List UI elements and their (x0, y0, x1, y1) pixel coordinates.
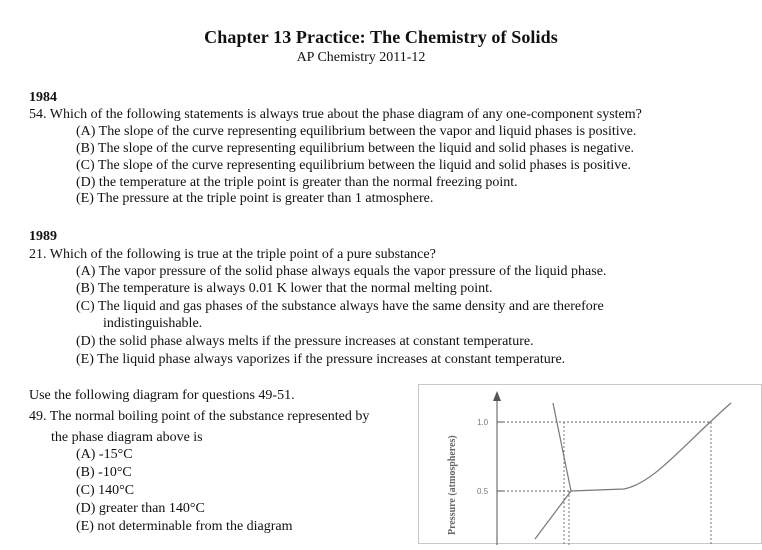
phase-diagram-figure (418, 384, 762, 544)
ytick-label-0-5: 0.5 (477, 487, 489, 496)
question-49: 49. The normal boiling point of the substance represented by (29, 409, 370, 424)
question-21: 21. Which of the following is true at the triple point of a pure substance? (29, 247, 436, 262)
q54-option-e: (E) The pressure at the triple point is greater than 1 atmosphere. (76, 191, 434, 206)
question-49-continued: the phase diagram above is (51, 430, 203, 445)
ytick-label-1-0: 1.0 (477, 418, 489, 427)
q54-option-d: (D) the temperature at the triple point is greater than the normal freezing point. (76, 175, 518, 190)
subtitle-text: AP Chemistry 2011-12 (296, 50, 426, 65)
q54-option-b: (B) The slope of the curve representing equilibrium between the liquid and solid phases is negative. (76, 141, 635, 156)
q54-option-a: (A) The slope of the curve representing equilibrium between the vapor and liquid phases is positive. (76, 124, 637, 139)
year-heading-1984: 1984 (29, 90, 57, 105)
q21-option-d: (D) the solid phase always melts if the pressure increases at constant temperature. (76, 334, 534, 349)
y-axis-label: Pressure (atmospheres) (447, 435, 458, 535)
q21-option-b: (B) The temperature is always 0.01 K lower that the normal melting point. (76, 281, 493, 296)
phase-diagram-svg (419, 385, 762, 545)
q49-option-c: (C) 140°C (76, 483, 135, 498)
solid-vapor-curve (535, 491, 571, 539)
diagram-intro: Use the following diagram for questions 49-51. (29, 388, 295, 403)
y-axis-arrow (493, 391, 501, 401)
year-heading-1989: 1989 (29, 229, 57, 244)
q21-option-a: (A) The vapor pressure of the solid phase always equals the vapor pressure of the liquid phase. (76, 264, 607, 279)
q21-option-e: (E) The liquid phase always vaporizes if the pressure increases at constant temperature. (76, 352, 566, 367)
page-title: Chapter 13 Practice: The Chemistry of Solids (204, 27, 558, 47)
solid-liquid-curve (553, 403, 571, 491)
q21-option-c: (C) The liquid and gas phases of the substance always have the same density and are therefore (76, 299, 604, 314)
q49-option-a: (A) -15°C (76, 447, 133, 462)
q54-option-c: (C) The slope of the curve representing equilibrium between the liquid and solid phases is positive. (76, 158, 631, 173)
liquid-vapor-curve (571, 403, 731, 491)
question-54: 54. Which of the following statements is always true about the phase diagram of any one-component system? (29, 107, 642, 122)
q49-option-b: (B) -10°C (76, 465, 132, 480)
q49-option-e: (E) not determinable from the diagram (76, 519, 293, 534)
q21-option-c-continued: indistinguishable. (103, 316, 203, 331)
page-subtitle (0, 50, 722, 66)
q49-option-d: (D) greater than 140°C (76, 501, 205, 516)
